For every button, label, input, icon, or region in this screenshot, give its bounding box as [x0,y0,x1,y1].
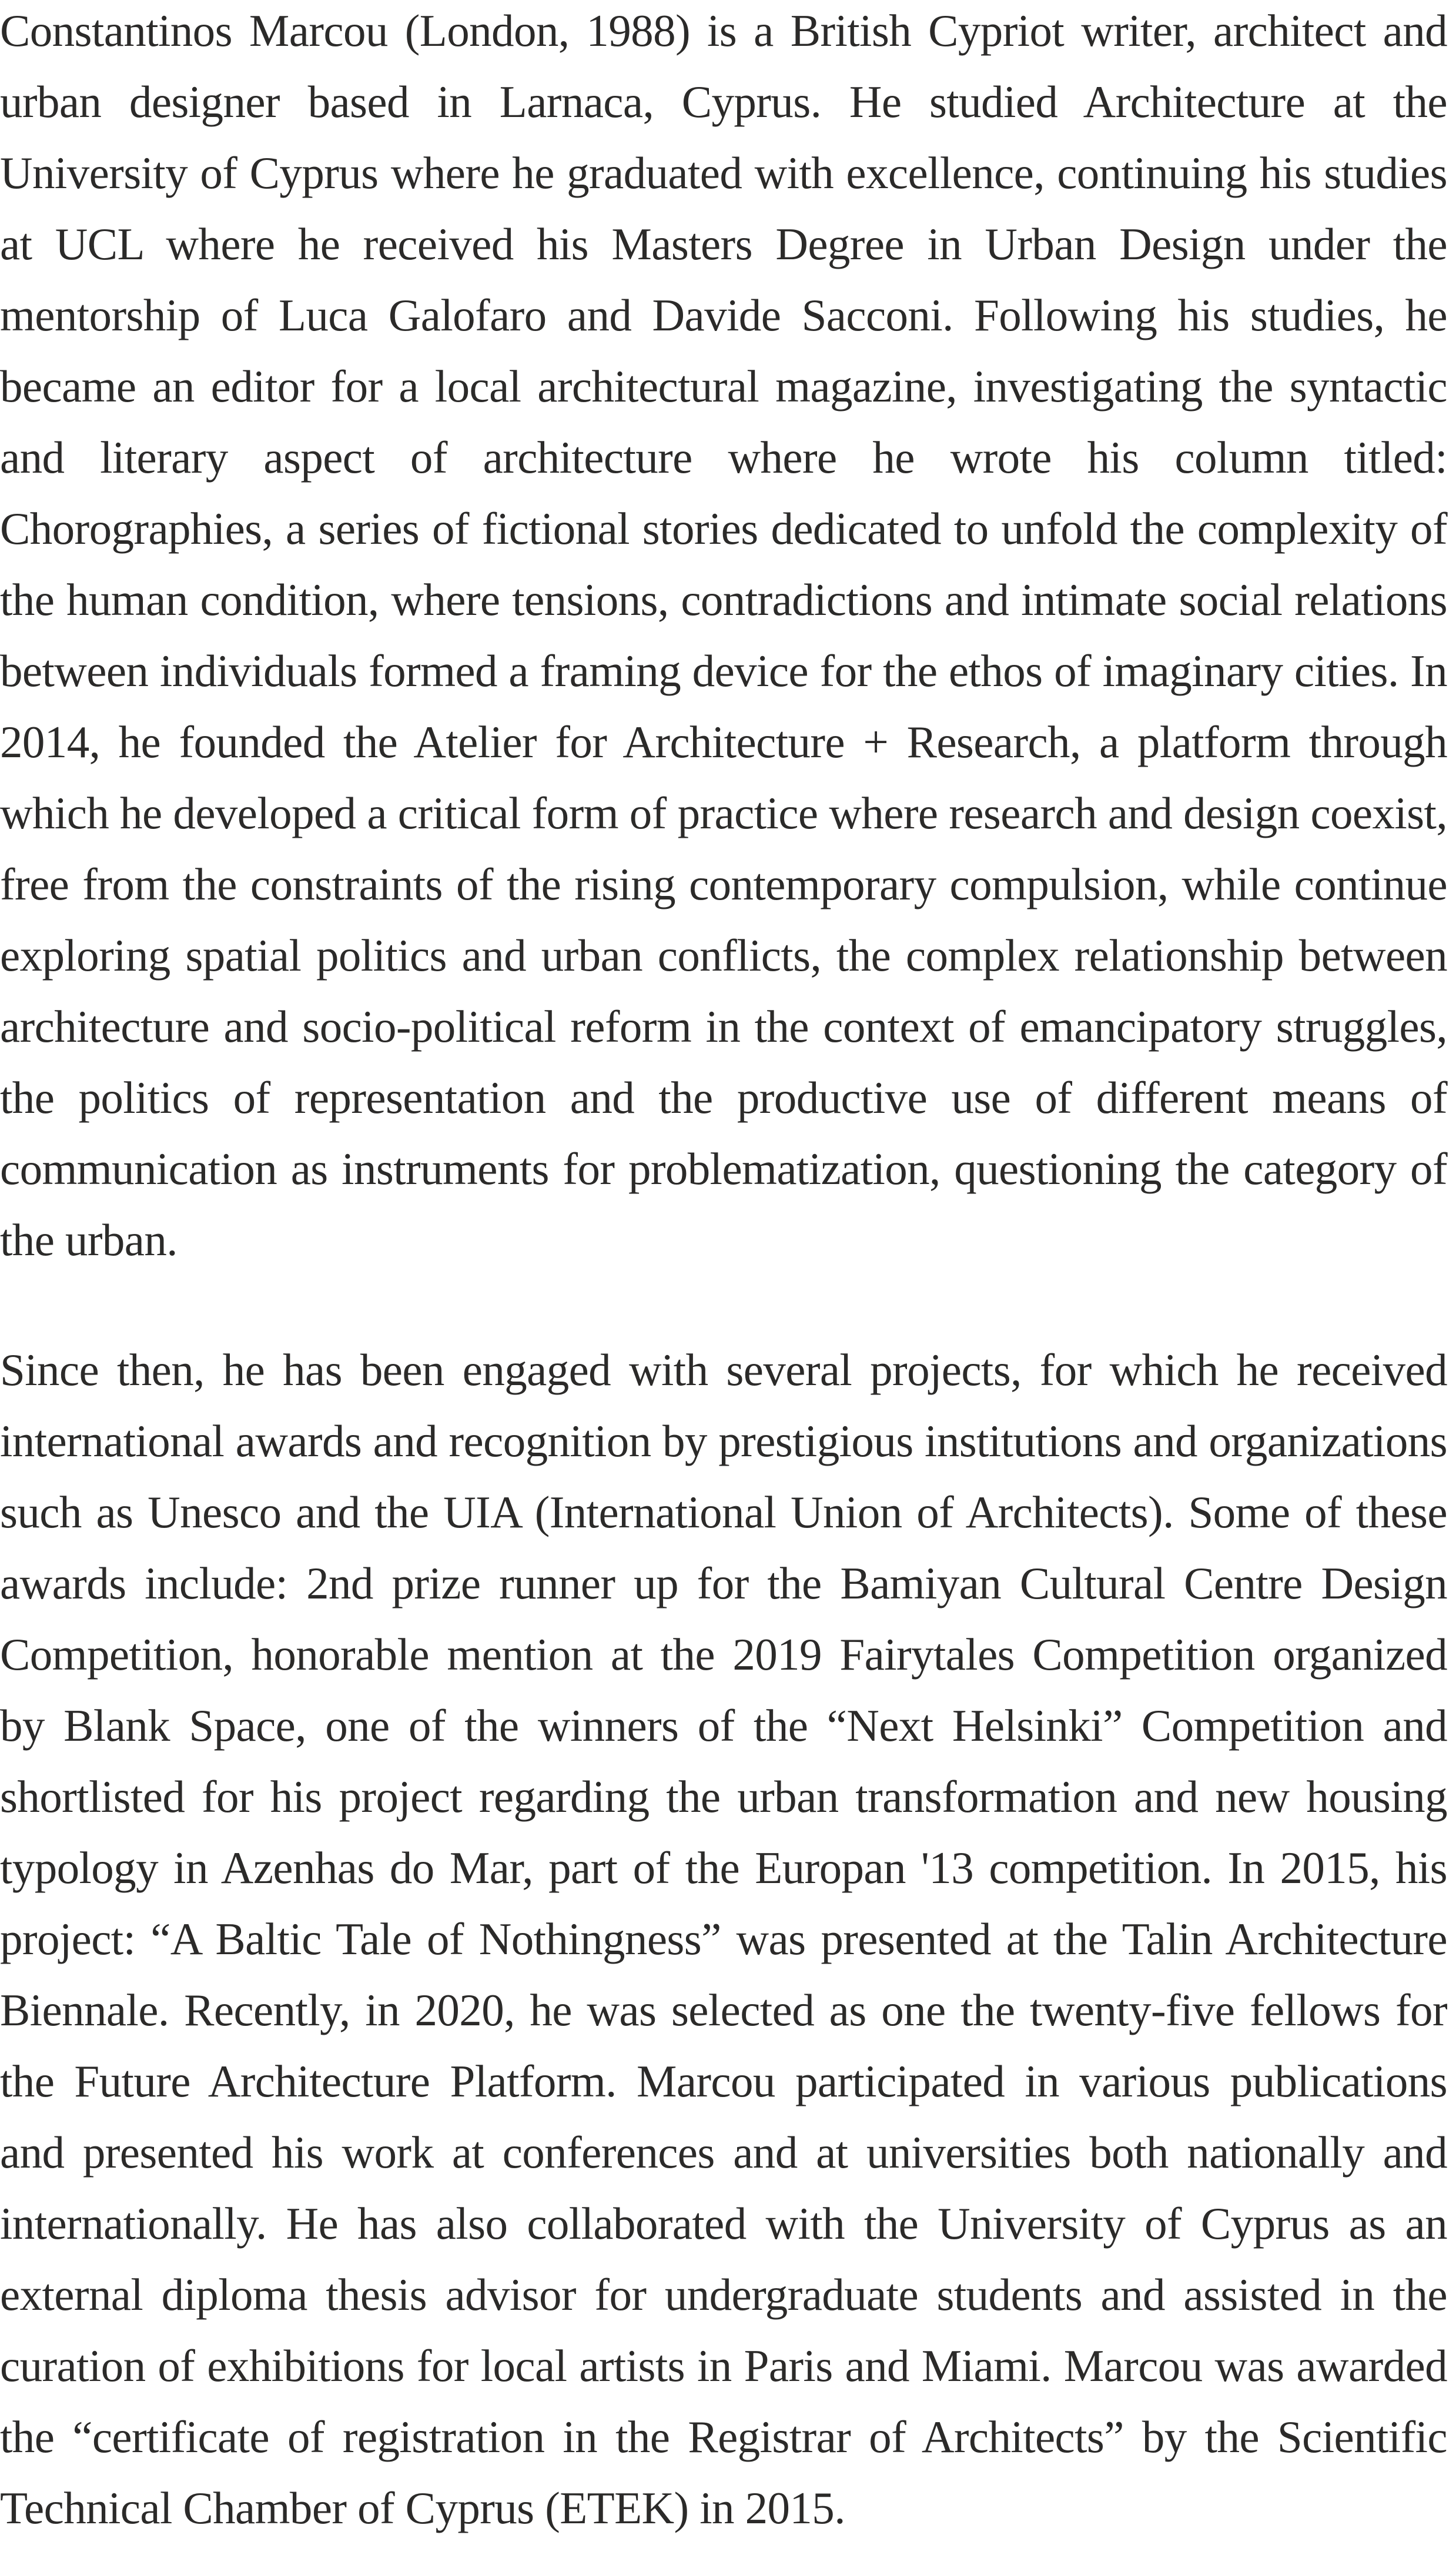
biography-paragraph-intro: Constantinos Marcou (London, 1988) is a British Cypriot writer, architect and urban designer based in Larnaca, Cyprus. He studied Architecture at the University of Cyprus where he graduated with excellence, continuing his studies at UCL where he received his Masters Degree in Urban Design under the mentorship of Luca Galofaro and Davide Sacconi. Following his studies, he became an editor for a local architectural magazine, investigating the syntactic and literary aspect of architecture where he wrote his column titled: Chorographies, a series of fictional stories dedicated to unfold the complexity of the human condition, where tensions, contradictions and intimate social relations between individuals formed a framing device for the ethos of imaginary cities. In 2014, he founded the Atelier for Architecture + Research, a platform through which he developed a critical form of practice where research and design coexist, free from the constraints of the rising contemporary compulsion, while continue exploring spatial politics and urban conflicts, the complex relationship between architecture and socio-political reform in the context of emancipatory struggles, the politics of representation and the productive use of different means of communication as instruments for problematization, questioning the category of the urban. [0,5,1447,1265]
biography-paragraph-awards: Since then, he has been engaged with several projects, for which he received international awards and recognition by prestigious institutions and organizations such as Unesco and the UIA (International Union of Architects). Some of these awards include: 2nd prize runner up for the Bamiyan Cultural Centre Design Competition, honorable mention at the 2019 Fairytales Competition organized by Blank Space, one of the winners of the “Next Helsinki” Competition and shortlisted for his project regarding the urban transformation and new housing typology in Azenhas do Mar, part of the Europan '13 competition. In 2015, his project: “A Baltic Tale of Nothingness” was presented at the Talin Architecture Biennale. Recently, in 2020, he was selected as one the twenty-five fellows for the Future Architecture Platform. Marcou participated in various publications and presented his work at conferences and at universities both nationally and internationally. He has also collaborated with the University of Cyprus as an external diploma thesis advisor for undergraduate students and assisted in the curation of exhibitions for local artists in Paris and Miami. Marcou was awarded the “certificate of registration in the Registrar of Architects” by the Scientific Technical Chamber of Cyprus (ETEK) in 2015. [0,1345,1447,2533]
